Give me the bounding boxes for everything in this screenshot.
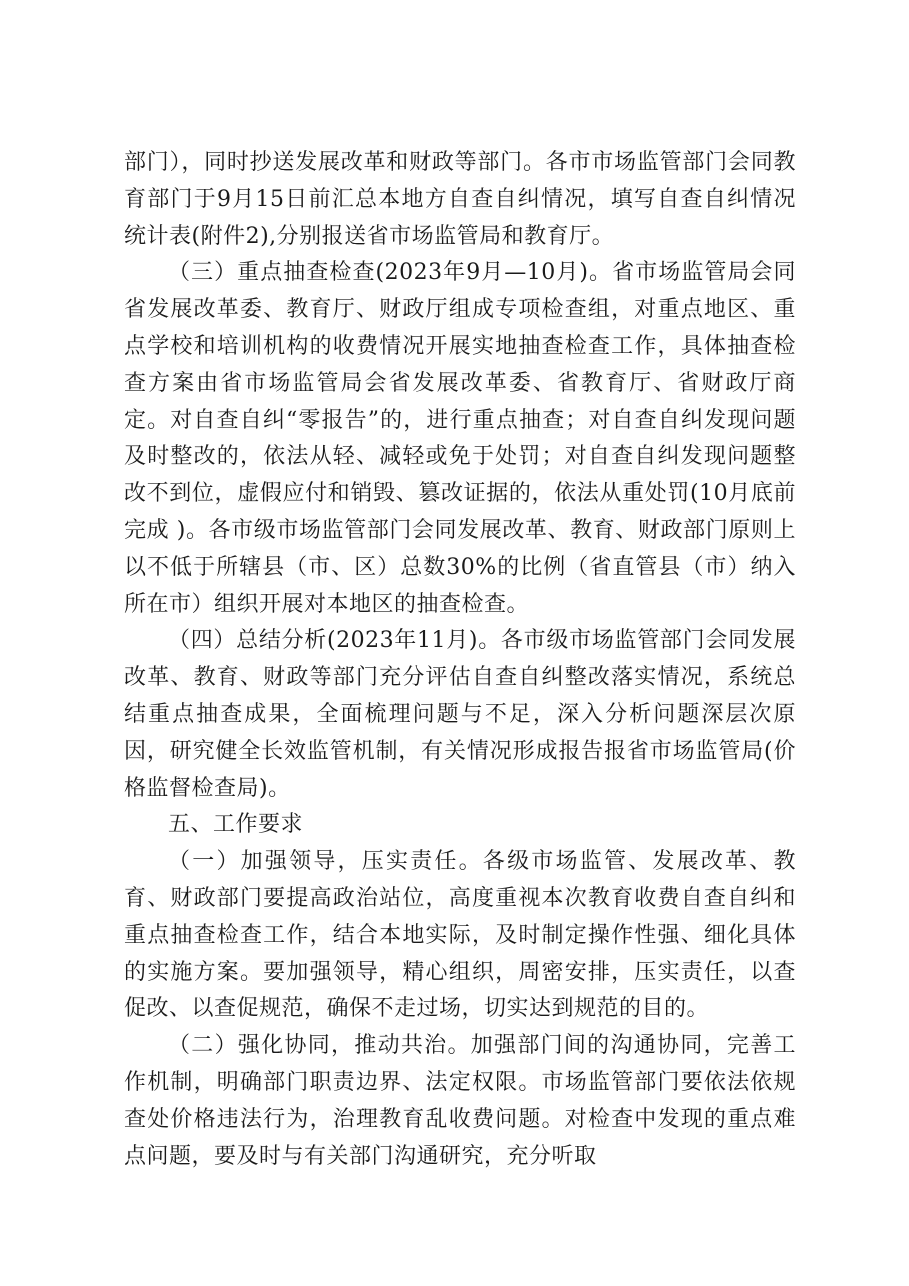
paragraph-continuation: 部门），同时抄送发展改革和财政等部门。各市市场监管部门会同教育部门于9月15日前汇总本地方自查自纠情况，填写自查自纠情况统计表(附件2),分别报送省市场监管局和教育厅。 <box>124 150 796 249</box>
paragraph-strengthen-coordination: （二）强化协同，推动共治。加强部门间的沟通协同，完善工作机制，明确部门职责边界、法定权限。市场监管部门要依法依规查处价格违法行为，治理教育乱收费问题。对检查中发现的重点难点问题，要及时与有关部门沟通研究，充分听取 <box>124 1033 796 1169</box>
paragraph-summary-analysis: （四）总结分析(2023年11月)。各市级市场监管部门会同发展改革、教育、财政等部门充分评估自查自纠整改落实情况，系统总结重点抽查成果，全面梳理问题与不足，深入分析问题深层次原因，研究健全长效监管机制，有关情况形成报告报省市场监管局(价格监督检查局)。 <box>124 628 796 801</box>
document-body <box>124 145 796 1175</box>
paragraph-key-inspection: （三）重点抽查检查(2023年9月—10月)。省市场监管局会同省发展改革委、教育厅、财政厅组成专项检查组，对重点地区、重点学校和培训机构的收费情况开展实地抽查检查工作，具体抽查检查方案由省市场监管局会省发展改革委、省教育厅、省财政厅商定。对自查自纠“零报告”的，进行重点抽查；对自查自纠发现问题及时整改的，依法从轻、减轻或免于处罚；对自查自纠发现问题整改不到位，虚假应付和销毁、篡改证据的，依法从重处罚(10月底前完成 )。各市级市场监管部门会同发展改革、教育、财政部门原则上以不低于所辖县（市、区）总数30%的比例（省直管县（市）纳入所在市）组织开展对本地区的抽查检查。 <box>124 260 796 617</box>
paragraph-strengthen-leadership: （一）加强领导，压实责任。各级市场监管、发展改革、教育、财政部门要提高政治站位，高度重视本次教育收费自查自纠和重点抽查检查工作，结合本地实际，及时制定操作性强、细化具体的实施方案。要加强领导，精心组织，周密安排，压实责任，以查促改、以查促规范，确保不走过场，切实达到规范的目的。 <box>124 849 796 1022</box>
section-heading-work-requirements: 五、工作要求 <box>168 812 304 838</box>
